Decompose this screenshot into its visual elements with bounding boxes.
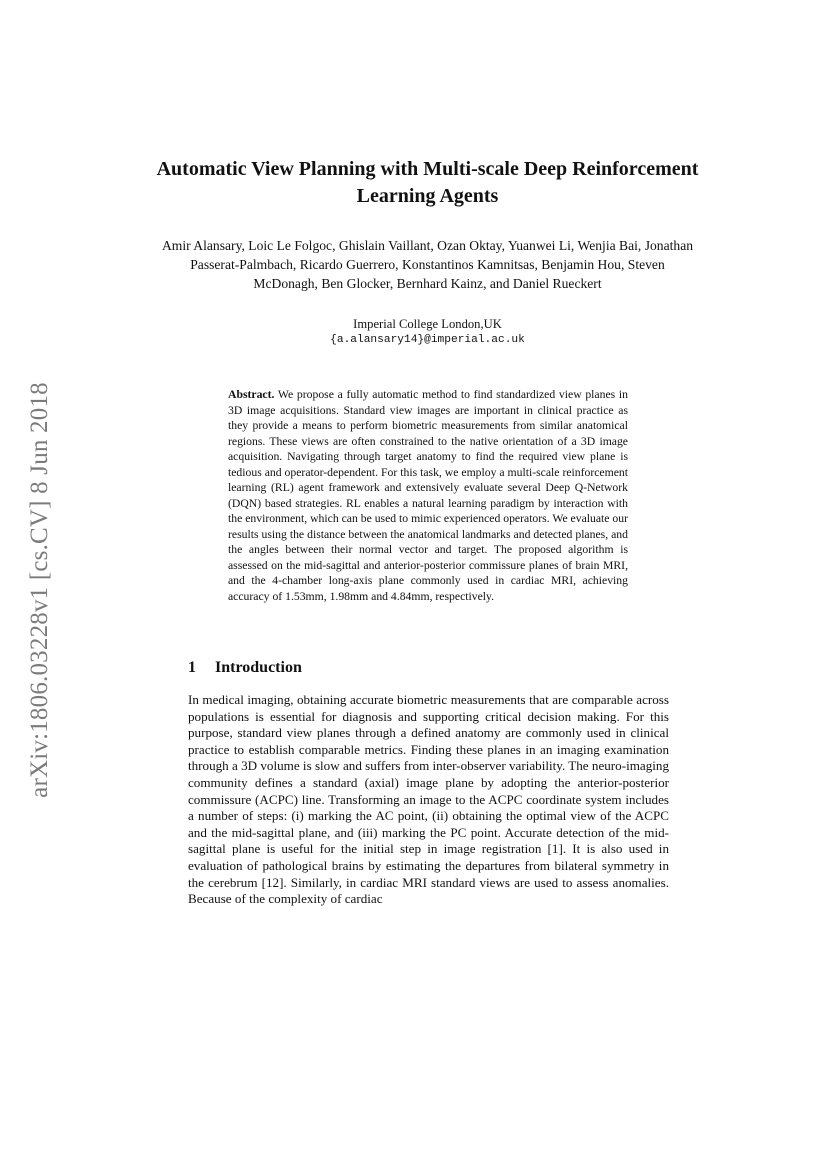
affiliation-text: Imperial College London,UK (353, 317, 502, 331)
abstract-text: We propose a fully automatic method to find standardized view planes in 3D image acquisitions. Standard view images are important in clinical practice as they provide a means to perform biometric measurements from similar anatomical regions. These views are often constrained to the native orientation of a 3D image acquisition. Navigating through target anatomy to find the required view plane is tedious and operator-dependent. For this task, we employ a multi-scale reinforcement learning (RL) agent framework and extensively evaluate several Deep Q-Network (DQN) based strategies. RL enables a natural learning paradigm by interaction with the environment, which can be used to mimic experienced operators. We evaluate our results using the distance between the anatomical landmarks and detected planes, and the angles between their normal vector and target. The proposed algorithm is assessed on the mid-sagittal and anterior-posterior commissure planes of brain MRI, and the 4-chamber long-axis plane commonly used in cardiac MRI, achieving accuracy of 1.53mm, 1.98mm and 4.84mm, respectively. (228, 388, 628, 603)
author-list: Amir Alansary, Loic Le Folgoc, Ghislain Vaillant, Ozan Oktay, Yuanwei Li, Wenjia Bai, Jonathan Passerat-Palmbach, Ricardo Guerrero, Konstantinos Kamnitsas, Benjamin Hou, Steven McDonagh, Ben Glocker, Bernhard Kainz, and Daniel Rueckert (161, 238, 694, 291)
introduction-paragraph: In medical imaging, obtaining accurate biometric measurements that are comparable across populations is essential for diagnosis and supporting critical decision making. For this purpose, standard view planes through a defined anatomy are commonly used in clinical practice to establish comparable metrics. Finding these planes in an imaging examination through a 3D volume is slow and suffers from inter-observer variability. The neuro-imaging community defines a standard (axial) image plane by adopting the anterior-posterior commissure (ACPC) line. Transforming an image to the ACPC coordinate system includes a number of steps: (i) marking the AC point, (ii) obtaining the optimal view of the ACPC and the mid-sagittal plane, and (iii) marking the PC point. Accurate detection of the mid-sagittal plane is useful for the initial step in image registration [1]. It is also used in evaluation of pathological brains by estimating the departures from bilateral symmetry in the cerebrum [12]. Similarly, in cardiac MRI standard views are used to assess anomalies. Because of the complexity of cardiac (188, 692, 669, 907)
section-heading (188, 658, 302, 678)
paper-title: Automatic View Planning with Multi-scale Deep Reinforcement Learning Agents (156, 158, 699, 207)
section-number: 1 (188, 659, 196, 676)
arxiv-identifier-text: arXiv:1806.03228v1 [cs.CV] 8 Jun 2018 (26, 382, 54, 798)
contact-email: {a.alansary14}@imperial.ac.uk (330, 334, 525, 346)
arxiv-identifier-stamp (18, 340, 62, 840)
abstract-label: Abstract. (228, 388, 275, 401)
section-title: Introduction (215, 659, 302, 676)
affiliation-block (200, 316, 655, 348)
abstract-block (228, 387, 628, 604)
